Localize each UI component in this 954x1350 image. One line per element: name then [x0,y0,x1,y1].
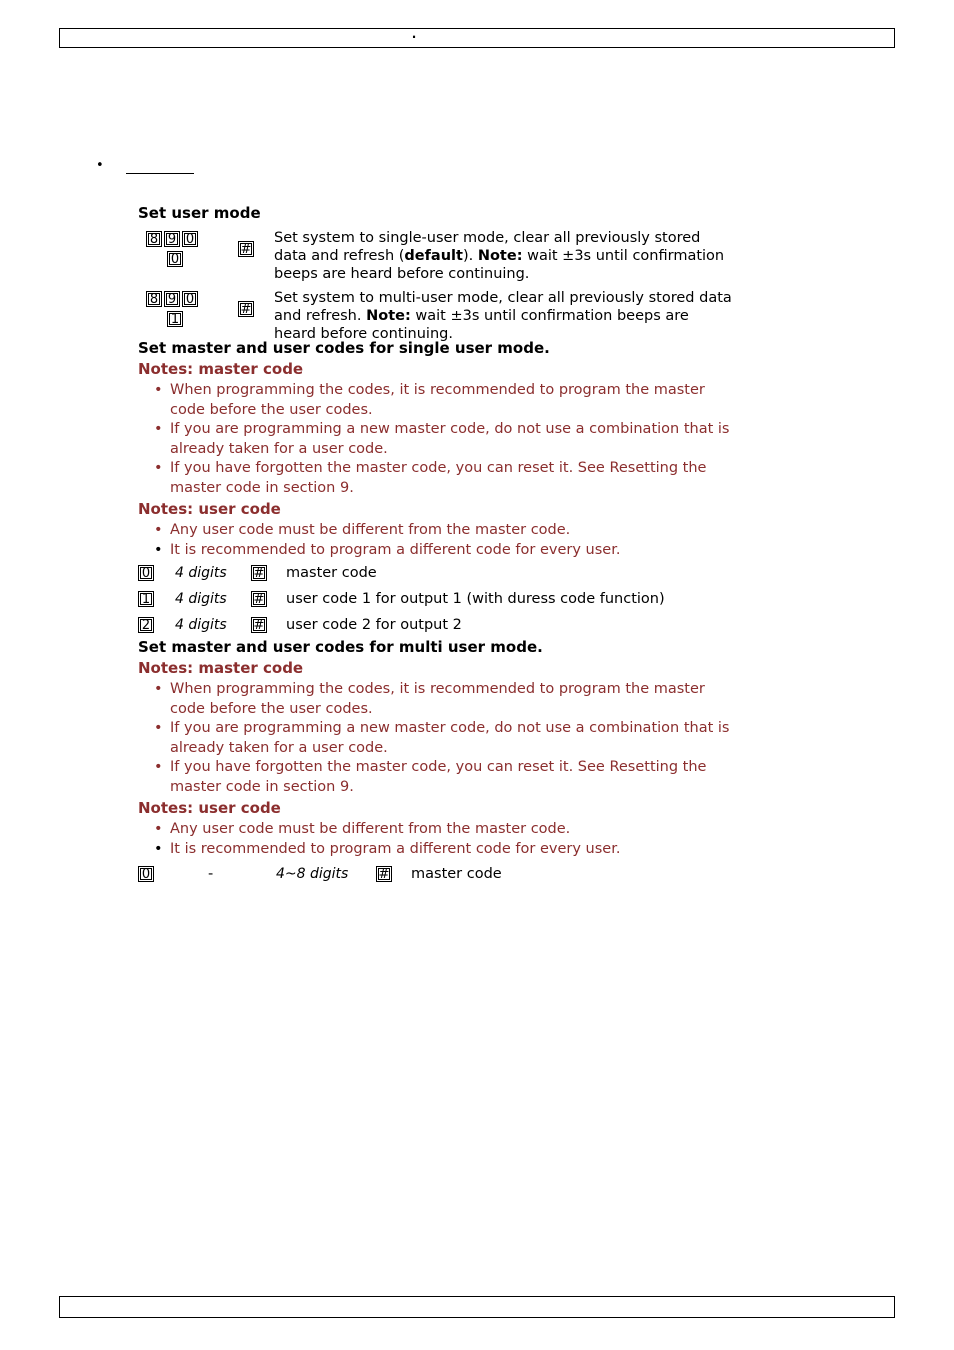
single-notes-user-list [138,521,738,560]
hash-key: # [238,301,254,317]
mode-description: Set system to multi-user mode, clear all previously stored data and refresh. Note: wait ±3s until confirmation beeps are heard before continuing. [274,290,732,342]
list-item: • When programming the codes, it is recommended to program the master code before the user codes. [154,381,738,420]
key: 2 [138,617,154,633]
list-item: • If you have forgotten the master code, you can reset it. See Resetting the master code in section 9. [154,459,738,498]
mode-description: Set system to single-user mode, clear all previously stored data and refresh (default). Note: wait ±3s until confirmation beeps are heard before continuing. [274,230,725,282]
mode-row-single [138,229,738,283]
key: 9 [164,231,180,247]
multi-code-row-master [138,862,738,886]
multi-notes-user-list [138,820,738,859]
list-item: • Any user code must be different from the master code. [154,820,738,840]
key: 0 [167,251,183,267]
key: 0 [138,565,154,581]
code-description: user code 1 for output 1 (with duress code function) [286,591,665,607]
key: 9 [164,291,180,307]
list-item: • If you are programming a new master code, do not use a combination that is already taken for a user code. [154,719,738,758]
digits-label: 4 digits [175,617,227,633]
set-user-mode-heading: Set user mode [138,204,261,222]
list-item: • Any user code must be different from the master code. [154,521,738,541]
header-mark: . [411,27,417,41]
key: 8 [146,231,162,247]
code-description: master code [411,865,502,882]
multi-notes-user-heading: Notes: user code [138,799,281,817]
single-notes-master-list [138,381,738,498]
code-description: user code 2 for output 2 [286,617,462,633]
dash: - [208,865,214,882]
code-description: master code [286,565,377,581]
key: 8 [146,291,162,307]
hash-key: # [376,866,392,882]
key: 1 [138,591,154,607]
list-item: • It is recommended to program a different code for every user. [154,541,738,561]
digits-label: 4 digits [175,565,227,581]
key: 1 [167,311,183,327]
page-footer [59,1296,895,1318]
key: 0 [182,231,198,247]
hash-key: # [251,565,267,581]
top-bullet: • [96,158,104,173]
digits-label: 4~8 digits [276,865,349,882]
multi-notes-master-heading: Notes: master code [138,659,304,677]
single-notes-user-heading: Notes: user code [138,500,281,518]
mode-keys [138,289,238,341]
hash-key: # [238,241,254,257]
multi-notes-master-list [138,680,738,797]
list-item: • It is recommended to program a different code for every user. [154,840,738,860]
key: 0 [138,866,154,882]
mode-row-multi [138,289,738,343]
list-item: • If you are programming a new master code, do not use a combination that is already taken for a user code. [154,420,738,459]
code-row-user2 [138,613,738,638]
code-row-user1 [138,587,738,612]
multi-user-heading: Set master and user codes for multi user mode. [138,638,543,656]
code-row-master [138,561,738,586]
list-item: • If you have forgotten the master code, you can reset it. See Resetting the master code in section 9. [154,758,738,797]
digits-label: 4 digits [175,591,227,607]
list-item: • When programming the codes, it is recommended to program the master code before the user codes. [154,680,738,719]
content [138,204,738,886]
single-user-heading: Set master and user codes for single user mode. [138,339,550,357]
key: 0 [182,291,198,307]
hash-key: # [251,617,267,633]
hash-key: # [251,591,267,607]
top-bullet-underline [126,173,194,174]
page-header [59,28,895,48]
single-notes-master-heading: Notes: master code [138,360,304,378]
mode-keys [138,229,238,281]
